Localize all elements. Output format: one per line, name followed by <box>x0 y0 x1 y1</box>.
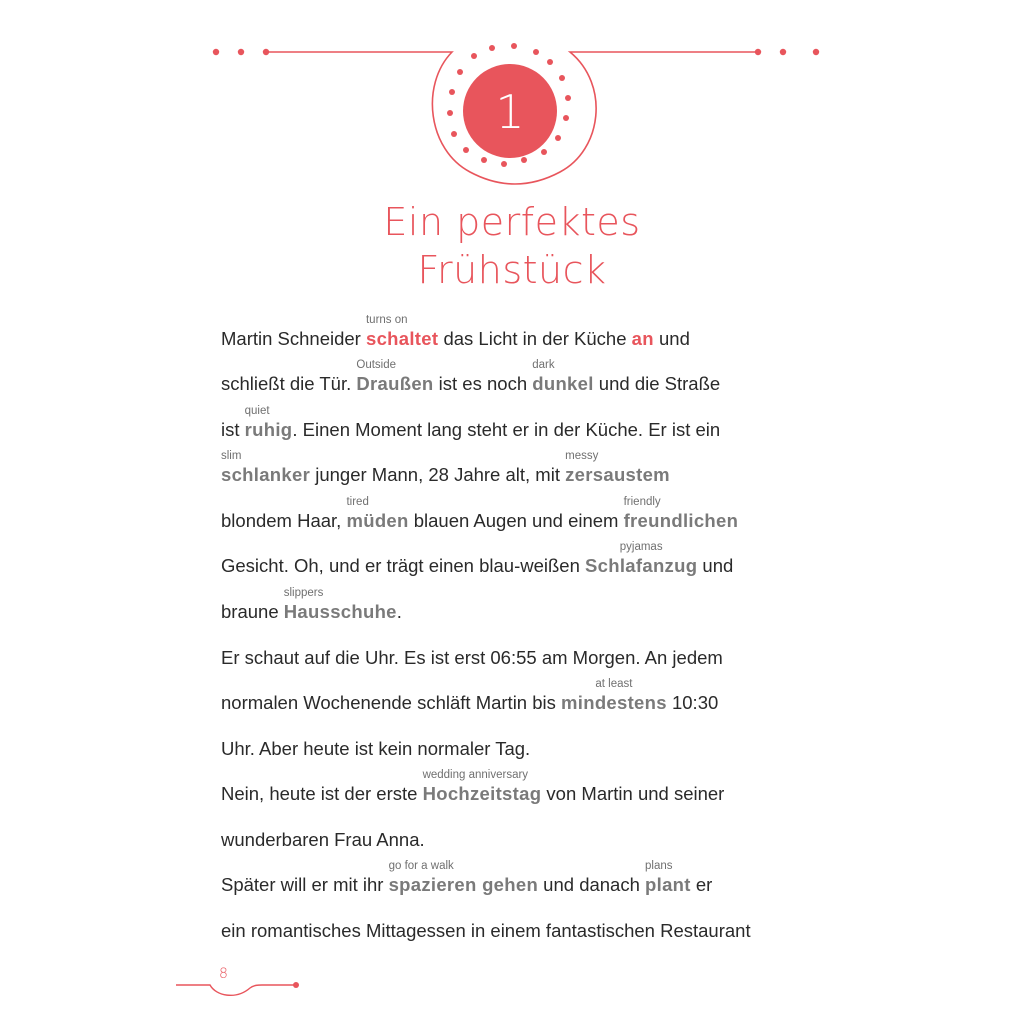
text-line: braune Hausschuhe slippers . <box>221 601 402 623</box>
text-line: normalen Wochenende schläft Martin bis mindestens at least 10:30 <box>221 692 718 714</box>
glossed-word: spazieren gehen go for a walk <box>389 874 538 896</box>
text-line: schließt die Tür. Draußen Outside ist es noch dunkel dark und die Straße <box>221 373 720 395</box>
glossed-word: freundlichen friendly <box>624 510 739 532</box>
glossed-word: schaltet turns on <box>366 328 438 350</box>
glossed-word: Hochzeitstag wedding anniversary <box>423 783 542 805</box>
glossed-word: plant plans <box>645 874 691 896</box>
gloss: at least <box>595 678 633 690</box>
gloss: quiet <box>244 405 270 417</box>
gloss: pyjamas <box>619 541 663 553</box>
gloss: messy <box>565 450 599 462</box>
text-line: Nein, heute ist der erste Hochzeitstag wedding anniversary von Martin und seiner <box>221 783 724 805</box>
title-line-1: Ein perfektes <box>383 200 641 244</box>
text-line: ist ruhig quiet . Einen Moment lang steht er in der Küche. Er ist ein <box>221 419 720 441</box>
glossed-word: ruhig quiet <box>245 419 293 441</box>
text-line: Gesicht. Oh, und er trägt einen blau-weißen Schlafanzug pyjamas und <box>221 555 733 577</box>
gloss: wedding anniversary <box>422 769 529 781</box>
glossed-word: mindestens at least <box>561 692 667 714</box>
glossed-word: Hausschuhe slippers <box>284 601 397 623</box>
text-line: schlanker slim junger Mann, 28 Jahre alt, mit zersaustem messy <box>221 464 670 486</box>
gloss: friendly <box>623 496 661 508</box>
gloss: tired <box>346 496 369 508</box>
glossed-word: zersaustem messy <box>565 464 670 486</box>
text-line: Er schaut auf die Uhr. Es ist erst 06:55 am Morgen. An jedem <box>221 647 723 668</box>
chapter-number: 1 <box>495 85 525 139</box>
glossed-word: Schlafanzug pyjamas <box>585 555 697 577</box>
glossed-word: Draußen Outside <box>356 373 433 395</box>
text-line: Später will er mit ihr spazieren gehen go for a walk und danach plant plans er <box>221 874 712 896</box>
text-line: Uhr. Aber heute ist kein normaler Tag. <box>221 738 531 759</box>
gloss: slim <box>221 450 242 462</box>
text-line: blondem Haar, müden tired blauen Augen und einem freundlichen friendly <box>221 510 738 532</box>
gloss: turns on <box>365 314 408 326</box>
chapter-title <box>0 198 1024 294</box>
gloss: Outside <box>356 359 397 371</box>
glossed-word: dunkel dark <box>532 373 593 395</box>
glossed-word: müden tired <box>346 510 408 532</box>
glossed-word: an <box>631 328 654 349</box>
glossed-word: schlanker slim <box>221 464 310 486</box>
title-line-2: Frühstück <box>417 248 607 292</box>
text-line: ein romantisches Mittagessen in einem fantastischen Restaurant <box>221 920 751 941</box>
gloss: go for a walk <box>388 860 454 872</box>
text-line: Martin Schneider schaltet turns on das Licht in der Küche an und <box>221 328 690 350</box>
page-number: 8 <box>219 966 228 982</box>
gloss: dark <box>532 359 555 371</box>
gloss: plans <box>645 860 673 872</box>
gloss: slippers <box>283 587 324 599</box>
text-line: wunderbaren Frau Anna. <box>221 829 425 850</box>
